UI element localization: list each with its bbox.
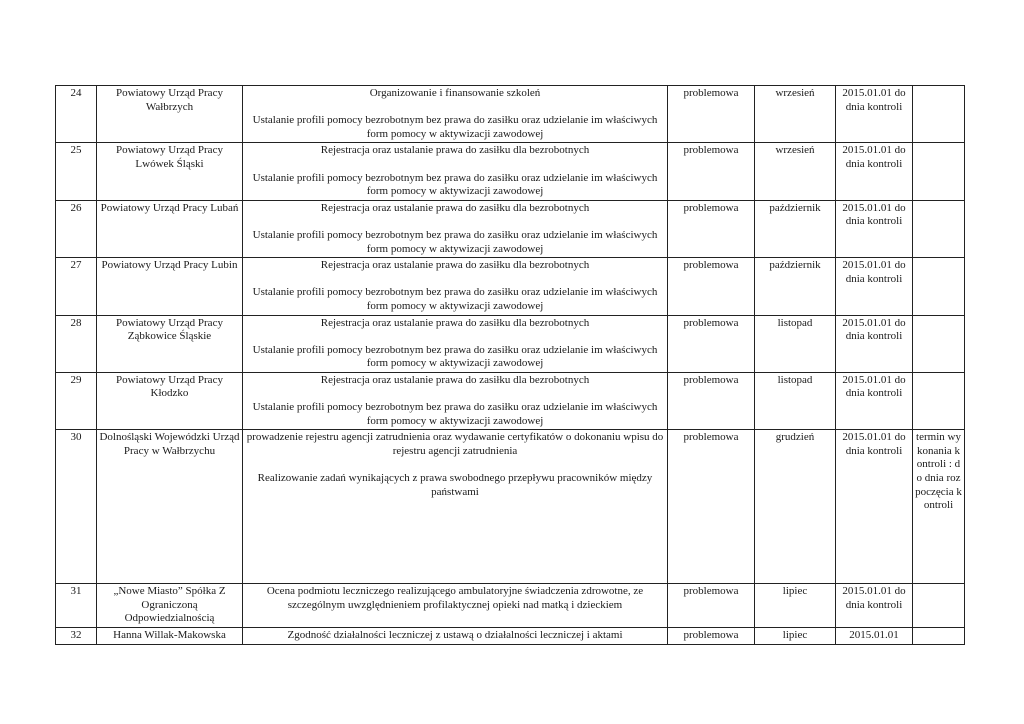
inspection-period-cell: 2015.01.01 do dnia kontroli xyxy=(836,584,913,628)
inspection-type-cell: problemowa xyxy=(668,86,755,143)
inspection-period-cell: 2015.01.01 do dnia kontroli xyxy=(836,372,913,429)
remarks-cell xyxy=(913,372,965,429)
subject-secondary: Ustalanie profili pomocy bezrobotnym bez prawa do zasiłku oraz udzielanie im właściwych form pomocy w aktywizacji zawodowej xyxy=(252,286,658,312)
row-number-cell: 30 xyxy=(56,430,97,584)
inspection-type-cell: problemowa xyxy=(668,584,755,628)
row-number-cell: 24 xyxy=(56,86,97,143)
remarks-cell xyxy=(913,258,965,315)
subject-primary: prowadzenie rejestru agencji zatrudnienia oraz wydawanie certyfikatów o dokonaniu wpisu do rejestru agencji zatrudnienia xyxy=(246,431,664,457)
subject-gap xyxy=(245,387,665,401)
office-name-cell: Powiatowy Urząd Pracy Lwówek Śląski xyxy=(97,143,243,200)
subject-gap xyxy=(245,101,665,115)
remarks-cell xyxy=(913,200,965,257)
inspection-month-cell: listopad xyxy=(755,372,836,429)
subject-primary: Rejestracja oraz ustalanie prawa do zasiłku dla bezrobotnych xyxy=(320,316,590,329)
subject-secondary: Ustalanie profili pomocy bezrobotnym bez prawa do zasiłku oraz udzielanie im właściwych form pomocy w aktywizacji zawodowej xyxy=(252,114,658,140)
inspection-subject-cell xyxy=(243,258,668,315)
inspection-month-cell: lipiec xyxy=(755,584,836,628)
subject-secondary: Ustalanie profili pomocy bezrobotnym bez prawa do zasiłku oraz udzielanie im właściwych form pomocy w aktywizacji zawodowej xyxy=(252,401,658,427)
table-row xyxy=(56,430,965,584)
subject-primary: Ocena podmiotu leczniczego realizującego ambulatoryjne świadczenia zdrowotne, ze szczególnym uwzględnieniem profilaktycznej opieki nad matką i dzieckiem xyxy=(266,585,644,611)
inspection-month-cell: grudzień xyxy=(755,430,836,584)
remarks-cell xyxy=(913,315,965,372)
inspection-subject-cell xyxy=(243,200,668,257)
subject-gap xyxy=(245,330,665,344)
row-number-cell: 32 xyxy=(56,628,97,645)
office-name-cell: Powiatowy Urząd Pracy Ząbkowice Śląskie xyxy=(97,315,243,372)
subject-gap xyxy=(245,273,665,287)
inspection-period-cell: 2015.01.01 xyxy=(836,628,913,645)
inspection-month-cell: październik xyxy=(755,200,836,257)
inspection-period-cell: 2015.01.01 do dnia kontroli xyxy=(836,258,913,315)
inspection-subject-cell xyxy=(243,430,668,584)
table-row xyxy=(56,584,965,628)
subject-secondary: Ustalanie profili pomocy bezrobotnym bez prawa do zasiłku oraz udzielanie im właściwych form pomocy w aktywizacji zawodowej xyxy=(252,343,658,370)
inspection-type-cell: problemowa xyxy=(668,258,755,315)
subject-secondary: Ustalanie profili pomocy bezrobotnym bez prawa do zasiłku oraz udzielanie im właściwych form pomocy w aktywizacji zawodowej xyxy=(252,228,658,255)
subject-gap xyxy=(245,215,665,229)
table-row xyxy=(56,86,965,143)
subject-primary: Zgodność działalności leczniczej z ustawą o działalności leczniczej i aktami xyxy=(287,629,623,642)
inspection-period-cell: 2015.01.01 do dnia kontroli xyxy=(836,86,913,143)
table-row xyxy=(56,258,965,315)
inspection-type-cell: problemowa xyxy=(668,143,755,200)
inspection-type-cell: problemowa xyxy=(668,372,755,429)
remarks-cell xyxy=(913,430,965,584)
inspection-month-cell: wrzesień xyxy=(755,143,836,200)
inspection-period-cell: 2015.01.01 do dnia kontroli xyxy=(836,200,913,257)
remarks-cell xyxy=(913,584,965,628)
row-number-cell: 29 xyxy=(56,372,97,429)
inspection-subject-cell xyxy=(243,372,668,429)
remarks-cell xyxy=(913,143,965,200)
office-name-cell: Powiatowy Urząd Pracy Wałbrzych xyxy=(97,86,243,143)
subject-gap xyxy=(245,458,665,472)
row-number-cell: 31 xyxy=(56,584,97,628)
office-name-cell: Hanna Willak-Makowska xyxy=(97,628,243,645)
table-row xyxy=(56,372,965,429)
table-body xyxy=(56,86,965,645)
inspection-period-cell: 2015.01.01 do dnia kontroli xyxy=(836,315,913,372)
inspection-period-cell: 2015.01.01 do dnia kontroli xyxy=(836,430,913,584)
subject-secondary: Realizowanie zadań wynikających z prawa swobodnego przepływu pracowników między państwami xyxy=(257,472,653,498)
subject-primary: Rejestracja oraz ustalanie prawa do zasiłku dla bezrobotnych xyxy=(320,144,590,157)
inspection-plan-table xyxy=(55,85,965,645)
remarks-text: termin wykonania kontroli : do dnia rozpoczęcia kontroli xyxy=(915,431,962,512)
inspection-month-cell: lipiec xyxy=(755,628,836,645)
inspection-type-cell: problemowa xyxy=(668,430,755,584)
inspection-subject-cell xyxy=(243,584,668,628)
subject-gap xyxy=(245,158,665,172)
office-name-cell: Powiatowy Urząd Pracy Lubin xyxy=(97,258,243,315)
inspection-period-cell: 2015.01.01 do dnia kontroli xyxy=(836,143,913,200)
inspection-type-cell: problemowa xyxy=(668,628,755,645)
remarks-cell xyxy=(913,628,965,645)
inspection-subject-cell xyxy=(243,315,668,372)
office-name-cell: Powiatowy Urząd Pracy Lubań xyxy=(97,200,243,257)
subject-primary: Rejestracja oraz ustalanie prawa do zasiłku dla bezrobotnych xyxy=(320,259,590,272)
subject-primary: Organizowanie i finansowanie szkoleń xyxy=(369,87,541,99)
inspection-type-cell: problemowa xyxy=(668,315,755,372)
inspection-month-cell: październik xyxy=(755,258,836,315)
inspection-subject-cell xyxy=(243,86,668,143)
row-number-cell: 25 xyxy=(56,143,97,200)
subject-secondary: Ustalanie profili pomocy bezrobotnym bez prawa do zasiłku oraz udzielanie im właściwych form pomocy w aktywizacji zawodowej xyxy=(252,171,658,198)
row-number-cell: 28 xyxy=(56,315,97,372)
inspection-type-cell: problemowa xyxy=(668,200,755,257)
table-row xyxy=(56,143,965,200)
inspection-subject-cell xyxy=(243,628,668,645)
office-name-cell: Dolnośląski Wojewódzki Urząd Pracy w Wałbrzychu xyxy=(97,430,243,584)
inspection-month-cell: listopad xyxy=(755,315,836,372)
inspection-month-cell: wrzesień xyxy=(755,86,836,143)
row-number-cell: 27 xyxy=(56,258,97,315)
office-name-cell: Powiatowy Urząd Pracy Kłodzko xyxy=(97,372,243,429)
subject-primary: Rejestracja oraz ustalanie prawa do zasiłku dla bezrobotnych xyxy=(320,373,590,386)
office-name-cell: „Nowe Miasto” Spółka Z Ograniczoną Odpowiedzialnością xyxy=(97,584,243,628)
table-row xyxy=(56,315,965,372)
inspection-subject-cell xyxy=(243,143,668,200)
subject-primary: Rejestracja oraz ustalanie prawa do zasiłku dla bezrobotnych xyxy=(320,201,590,214)
table-row xyxy=(56,200,965,257)
row-number-cell: 26 xyxy=(56,200,97,257)
remarks-cell xyxy=(913,86,965,143)
table-row xyxy=(56,628,965,645)
